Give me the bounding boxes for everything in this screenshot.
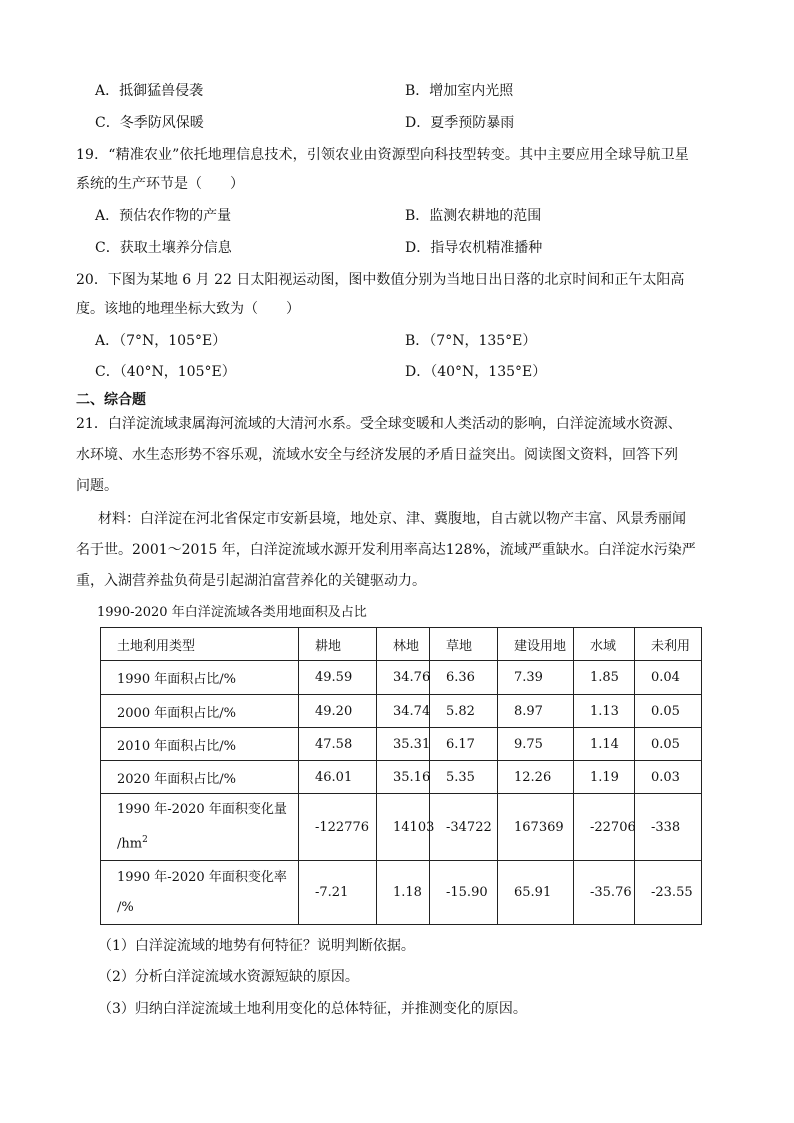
table-cell: 8.97 <box>498 695 574 728</box>
table-cell: 34.76 <box>377 661 430 695</box>
table-row <box>101 728 702 761</box>
table-cell: 49.59 <box>299 661 377 695</box>
q21-intro-line-1: 21．白洋淀流域隶属海河流域的大清河水系。受全球变暖和人类活动的影响，白洋淀流域水资源、 <box>76 416 682 432</box>
q19-stem-line-2: 系统的生产环节是（ ） <box>76 176 244 192</box>
change-rate-label-line-2: /% <box>117 899 134 915</box>
table-cell: 0.04 <box>635 661 702 695</box>
table-cell: 9.75 <box>498 728 574 761</box>
table-cell: -23.55 <box>635 861 702 925</box>
table-cell: 46.01 <box>299 761 377 794</box>
table-cell: 6.17 <box>430 728 498 761</box>
q20-option-b[interactable]: B．（7°N，135°E） <box>405 333 537 349</box>
q21-material-line-2: 名于世。2001～2015 年，白洋淀流域水源开发利用率高达128%，流域严重缺水。白洋淀水污染严 <box>76 542 696 558</box>
q18-options-row-1 <box>95 81 735 101</box>
table-cell: 6.36 <box>430 661 498 695</box>
table-cell: 35.31 <box>377 728 430 761</box>
table-cell-label <box>101 794 299 861</box>
table-cell: 1.14 <box>574 728 635 761</box>
table-header-cell: 土地利用类型 <box>101 628 299 661</box>
table-caption: 1990-2020 年白洋淀流域各类用地面积及占比 <box>97 605 367 620</box>
q21-sub-question-3: （3）归纳白洋淀流域土地利用变化的总体特征，并推测变化的原因。 <box>98 1001 527 1017</box>
q21-intro-line-2: 水环境、水生态形势不容乐观，流域水安全与经济发展的矛盾日益突出。阅读图文资料，回答下列 <box>76 447 678 463</box>
table-cell: 7.39 <box>498 661 574 695</box>
q20-options-row-2 <box>95 362 735 382</box>
q19-option-a[interactable]: A．预估农作物的产量 <box>95 208 232 224</box>
q21-material-line-3: 重，入湖营养盐负荷是引起湖泊富营养化的关键驱动力。 <box>76 573 426 589</box>
land-use-table <box>100 627 702 925</box>
table-cell: 2010 年面积占比/% <box>101 728 299 761</box>
q20-stem-line-2: 度。该地的地理坐标大致为（ ） <box>76 301 300 317</box>
q19-stem-line-1: 19．“精准农业”依托地理信息技术，引领农业由资源型向科技型转变。其中主要应用全球导航卫星 <box>76 147 689 163</box>
table-cell: 5.35 <box>430 761 498 794</box>
table-cell: 167369 <box>498 794 574 861</box>
change-amount-label-line-1: 1990 年-2020 年面积变化量 <box>117 801 287 817</box>
q20-option-c[interactable]: C．（40°N，105°E） <box>95 364 236 380</box>
q19-options-row-2 <box>95 238 735 258</box>
table-cell: 65.91 <box>498 861 574 925</box>
table-cell: -34722 <box>430 794 498 861</box>
q21-sub-question-2: （2）分析白洋淀流域水资源短缺的原因。 <box>98 969 359 985</box>
table-cell: 0.05 <box>635 695 702 728</box>
table-cell: 1.13 <box>574 695 635 728</box>
unit-superscript: 2 <box>142 834 148 845</box>
table-cell: 2000 年面积占比/% <box>101 695 299 728</box>
q20-option-d[interactable]: D．（40°N，135°E） <box>405 364 547 380</box>
change-amount-label-line-2: /hm <box>117 836 143 852</box>
table-cell: 0.03 <box>635 761 702 794</box>
q21-intro-line-3: 问题。 <box>76 478 118 494</box>
table-cell: -122776 <box>299 794 377 861</box>
table-cell: 1.85 <box>574 661 635 695</box>
table-cell: 0.05 <box>635 728 702 761</box>
table-cell: 2020 年面积占比/% <box>101 761 299 794</box>
table-cell: -22706 <box>574 794 635 861</box>
table-cell: 12.26 <box>498 761 574 794</box>
table-row <box>101 761 702 794</box>
q21-sub-question-1: （1）白洋淀流域的地势有何特征？说明判断依据。 <box>98 938 415 954</box>
q18-option-b[interactable]: B．增加室内光照 <box>405 83 514 99</box>
table-row-change-amount <box>101 794 702 861</box>
q18-option-d[interactable]: D．夏季预防暴雨 <box>405 115 515 131</box>
q19-options-row-1 <box>95 206 735 226</box>
q20-options-row-1 <box>95 331 735 351</box>
table-header-cell: 耕地 <box>299 628 377 661</box>
table-cell: 5.82 <box>430 695 498 728</box>
table-header-cell: 林地 <box>377 628 430 661</box>
table-cell: 34.74 <box>377 695 430 728</box>
q20-stem-line-1: 20．下图为某地 6 月 22 日太阳视运动图，图中数值分别为当地日出日落的北京时间和正午太阳高 <box>76 272 685 288</box>
table-header-cell: 水域 <box>574 628 635 661</box>
q19-option-c[interactable]: C．获取土壤养分信息 <box>95 240 232 256</box>
table-row <box>101 661 702 695</box>
change-rate-label-line-1: 1990 年-2020 年面积变化率 <box>117 869 287 885</box>
table-cell: 1.19 <box>574 761 635 794</box>
table-cell: -7.21 <box>299 861 377 925</box>
q19-option-b[interactable]: B．监测农耕地的范围 <box>405 208 542 224</box>
table-cell: -15.90 <box>430 861 498 925</box>
table-cell: 14103 <box>377 794 430 861</box>
table-row <box>101 695 702 728</box>
table-row-change-rate <box>101 861 702 925</box>
table-cell: -35.76 <box>574 861 635 925</box>
q20-option-a[interactable]: A．（7°N，105°E） <box>95 333 227 349</box>
table-header-cell: 草地 <box>430 628 498 661</box>
q18-option-a[interactable]: A．抵御猛兽侵袭 <box>95 83 204 99</box>
table-header-row <box>101 628 702 661</box>
section-title: 二、综合题 <box>76 392 146 408</box>
table-cell-label <box>101 861 299 925</box>
table-header-cell: 建设用地 <box>498 628 574 661</box>
q18-option-c[interactable]: C．冬季防风保暖 <box>95 115 204 131</box>
table-cell: 35.16 <box>377 761 430 794</box>
q18-options-row-2 <box>95 113 735 133</box>
table-header-cell: 未利用 <box>635 628 702 661</box>
table-cell: 49.20 <box>299 695 377 728</box>
q19-option-d[interactable]: D．指导农机精准播种 <box>405 240 543 256</box>
table-cell: 1.18 <box>377 861 430 925</box>
table-cell: -338 <box>635 794 702 861</box>
q21-material-line-1: 材料：白洋淀在河北省保定市安新县境，地处京、津、冀腹地，自古就以物产丰富、风景秀丽闻 <box>98 511 686 527</box>
table-cell: 1990 年面积占比/% <box>101 661 299 695</box>
table-cell: 47.58 <box>299 728 377 761</box>
